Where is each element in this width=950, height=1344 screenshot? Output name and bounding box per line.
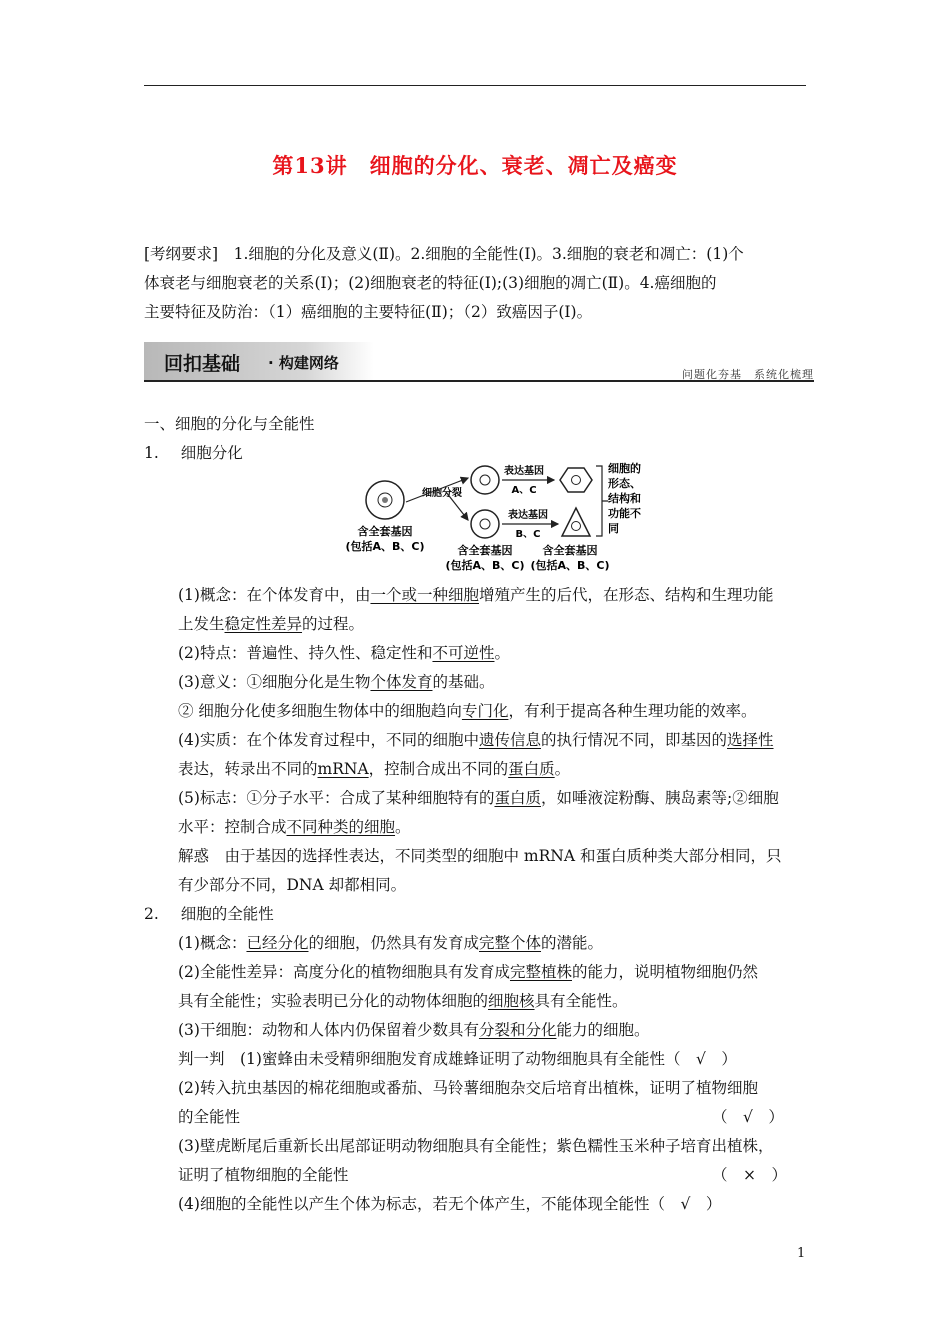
key-term: 一个或一种细胞 bbox=[370, 586, 479, 604]
text: (5)标志：①分子水平：合成了某种细胞特有的 bbox=[178, 789, 495, 807]
express-bottom: 表达基因 bbox=[508, 510, 548, 521]
judge-item-2-cont: 的全能性 bbox=[178, 1108, 241, 1126]
key-term: 个体发育 bbox=[370, 673, 433, 691]
text: 的过程。 bbox=[302, 615, 365, 633]
text: (3)意义：①细胞分化是生物 bbox=[178, 673, 371, 691]
item-number: 1. bbox=[144, 444, 159, 462]
requirements-line: 主要特征及防治：（1）癌细胞的主要特征(Ⅱ)；（2）致癌因子(Ⅰ)。 bbox=[144, 303, 593, 321]
key-term: 已经分化 bbox=[246, 934, 309, 952]
result-line: 细胞的 bbox=[608, 462, 641, 475]
header-rule bbox=[144, 85, 806, 86]
key-term: 遗传信息 bbox=[478, 731, 541, 749]
features-para bbox=[178, 639, 818, 668]
significance-para-2 bbox=[178, 697, 818, 726]
key-term: 蛋白质 bbox=[508, 760, 555, 778]
differentiation-diagram bbox=[330, 460, 660, 575]
triangle-cell bbox=[562, 508, 590, 536]
lecture-topic: 细胞的分化、衰老、凋亡及癌变 bbox=[369, 153, 678, 178]
judge-item-2: (2)转入抗虫基因的棉花细胞或番茄、马铃薯细胞杂交后培育出植株，证明了植物细胞 bbox=[178, 1079, 758, 1097]
judge-mark-2: （ √ ） bbox=[712, 1108, 784, 1126]
judge-item-3: (3)壁虎断尾后重新长出尾部证明动物细胞具有全能性；紫色糯性玉米种子培育出植株， bbox=[178, 1137, 774, 1155]
key-term: 细胞核 bbox=[488, 992, 535, 1010]
heading-differentiation: 一、细胞的分化与全能性 bbox=[144, 415, 315, 433]
lecture-number: 第13讲 bbox=[272, 153, 348, 178]
section-rule bbox=[144, 380, 814, 382]
division-label: 细胞分裂 bbox=[422, 488, 462, 499]
daughter-cell-bottom bbox=[471, 510, 499, 538]
text: 具有全能性；实验表明已分化的动物体细胞的 bbox=[178, 992, 489, 1010]
key-term: 完整植株 bbox=[509, 963, 572, 981]
text: 增殖产生的后代，在形态、结构和生理功能 bbox=[478, 586, 774, 604]
item-title: 细胞分化 bbox=[180, 444, 243, 462]
marker-para bbox=[178, 784, 818, 842]
text: 。 bbox=[494, 644, 510, 662]
key-term: 稳定性差异 bbox=[224, 615, 303, 633]
text: ② 细胞分化使多细胞生物体中的细胞趋向 bbox=[178, 702, 462, 720]
hexagon-cell bbox=[560, 468, 592, 492]
mid-label-1: 含全套基因 bbox=[457, 544, 513, 557]
right-label-2: (包括A、B、C) bbox=[530, 559, 610, 572]
mid-label-2: (包括A、B、C) bbox=[445, 559, 525, 572]
right-label-1: 含全套基因 bbox=[542, 544, 598, 557]
text: 能力的细胞。 bbox=[556, 1021, 650, 1039]
text: (3)干细胞：动物和人体内仍保留着少数具有 bbox=[178, 1021, 479, 1039]
judge-mark-3: （ × ） bbox=[712, 1166, 787, 1184]
item-title: 细胞的全能性 bbox=[180, 905, 274, 923]
text: 具有全能性。 bbox=[534, 992, 628, 1010]
text: (1)概念： bbox=[178, 934, 247, 952]
result-line: 结构和 bbox=[608, 492, 641, 505]
item-number: 2. bbox=[144, 905, 159, 923]
requirements-line: [考纲要求] 1.细胞的分化及意义(Ⅱ)。2.细胞的全能性(Ⅰ)。3.细胞的衰老和凋亡：(1)个 bbox=[144, 245, 744, 263]
result-bracket bbox=[596, 466, 608, 536]
text: 解惑 由于基因的选择性表达，不同类型的细胞中 mRNA 和蛋白质种类大部分相同，只 bbox=[178, 847, 782, 865]
parent-cell bbox=[366, 481, 404, 519]
key-term: 蛋白质 bbox=[494, 789, 541, 807]
result-line: 形态、 bbox=[608, 477, 641, 490]
result-line: 功能不 bbox=[608, 507, 641, 520]
text: (2)全能性差异：高度分化的植物细胞具有发育成 bbox=[178, 963, 510, 981]
text: (4)实质：在个体发育过程中，不同的细胞中 bbox=[178, 731, 479, 749]
text: (2)特点：普遍性、持久性、稳定性和 bbox=[178, 644, 433, 662]
page-number: 1 bbox=[797, 1246, 806, 1261]
totipotency-difference bbox=[178, 958, 818, 1016]
parent-label-1: 含全套基因 bbox=[357, 525, 413, 538]
key-term: 选择性 bbox=[727, 731, 774, 749]
key-term: 不同种类的细胞 bbox=[286, 818, 396, 836]
section-tagline: 问题化夯基 系统化梳理 bbox=[682, 368, 814, 381]
text: 的潜能。 bbox=[541, 934, 604, 952]
text: 有少部分不同，DNA 却都相同。 bbox=[178, 876, 407, 894]
genes-bottom: B、C bbox=[515, 529, 541, 540]
result-line: 同 bbox=[608, 522, 619, 535]
judge-item-3-cont: 证明了植物细胞的全能性 bbox=[178, 1166, 349, 1184]
significance-para bbox=[178, 668, 818, 697]
judge-item-1: 判一判 (1)蜜蜂由未受精卵细胞发育成雄蜂证明了动物细胞具有全能性（ √ ） bbox=[178, 1050, 737, 1068]
express-top: 表达基因 bbox=[504, 466, 544, 477]
key-term: 完整个体 bbox=[479, 934, 542, 952]
text: 的能力，说明植物细胞仍然 bbox=[571, 963, 758, 981]
text: 的细胞，仍然具有发育成 bbox=[308, 934, 479, 952]
stem-cell-para bbox=[178, 1016, 818, 1045]
text: 的执行情况不同，即基因的 bbox=[540, 731, 727, 749]
text: ，控制合成出不同的 bbox=[368, 760, 509, 778]
key-term: 分裂和分化 bbox=[478, 1021, 557, 1039]
text: ，有利于提高各种生理功能的效率。 bbox=[508, 702, 757, 720]
text: 表达，转录出不同的 bbox=[178, 760, 318, 778]
text: 水平：控制合成 bbox=[178, 818, 287, 836]
key-term: 专门化 bbox=[461, 702, 509, 720]
genes-top: A、C bbox=[511, 485, 537, 496]
page-title bbox=[0, 150, 950, 180]
concept-para bbox=[178, 581, 818, 639]
text: 的基础。 bbox=[432, 673, 495, 691]
key-term: mRNA bbox=[317, 760, 369, 778]
section-title: 回扣基础 bbox=[164, 353, 241, 375]
daughter-cell-top bbox=[471, 466, 499, 494]
requirements-line: 体衰老与细胞衰老的关系(Ⅰ)；(2)细胞衰老的特征(Ⅰ);(3)细胞的凋亡(Ⅱ)。4.癌细胞的 bbox=[144, 274, 717, 292]
key-term: 不可逆性 bbox=[432, 644, 495, 662]
section-subtitle: · 构建网络 bbox=[268, 354, 339, 372]
text: 上发生 bbox=[178, 615, 225, 633]
item-heading bbox=[144, 900, 814, 929]
section-banner bbox=[144, 342, 814, 384]
parent-label-2: (包括A、B、C) bbox=[345, 540, 425, 553]
text: (1)概念：在个体发育中，由 bbox=[178, 586, 371, 604]
essence-para bbox=[178, 726, 818, 784]
text: 。 bbox=[554, 760, 571, 778]
explanation-para bbox=[178, 842, 818, 900]
totipotency-concept bbox=[178, 929, 818, 958]
text: 。 bbox=[395, 818, 411, 836]
judge-item-4: (4)细胞的全能性以产生个体为标志，若无个体产生，不能体现全能性（ √ ） bbox=[178, 1195, 722, 1213]
text: ，如唾液淀粉酶、胰岛素等;②细胞 bbox=[540, 789, 779, 807]
